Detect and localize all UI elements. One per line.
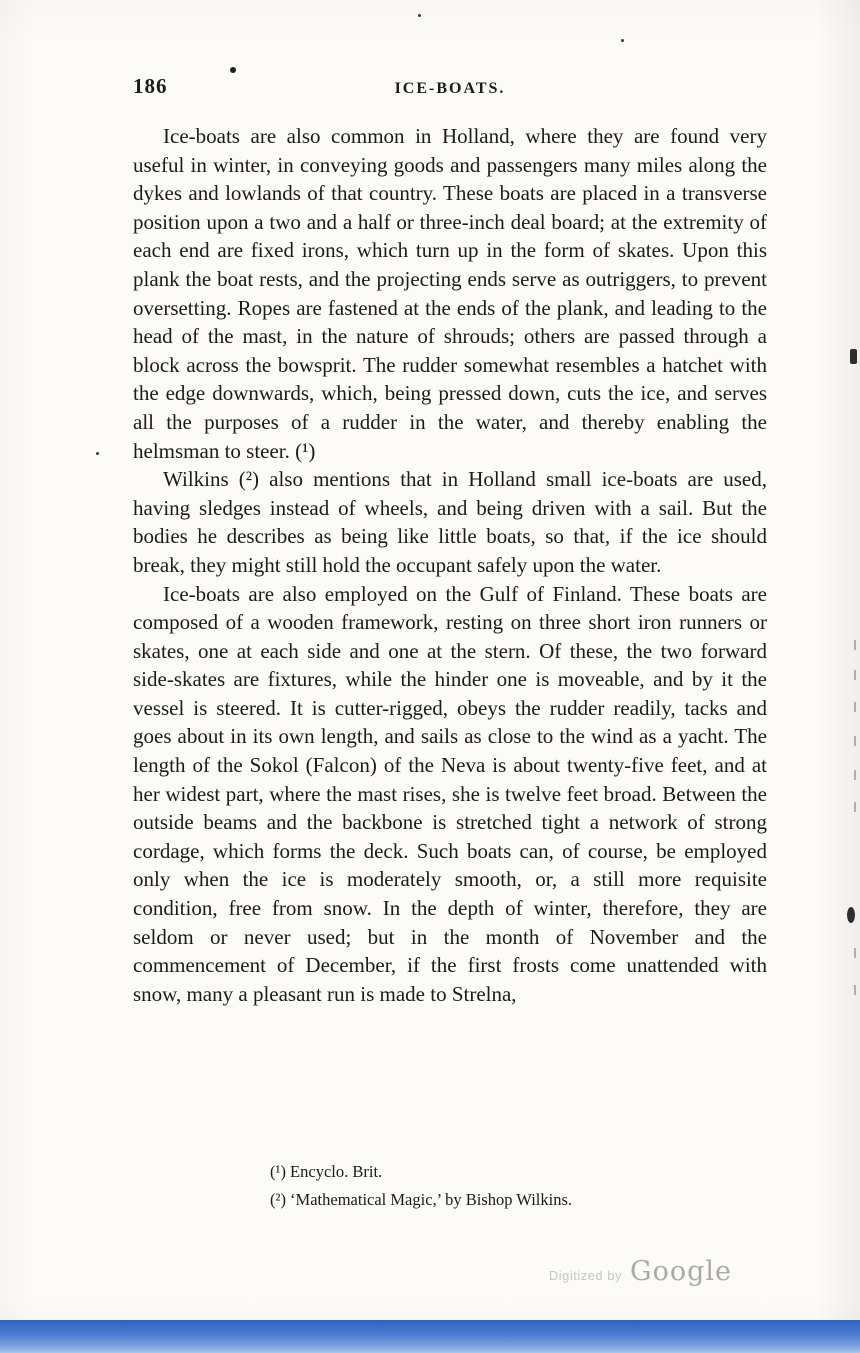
scan-edge-dash [854,948,856,958]
paragraph-holland: Ice-boats are also common in Holland, where they are found very useful in winter, in conveying goods and passengers many miles along the dykes and lowlands of that country. These boats are placed in a transverse position upon a two and a half or three-inch deal board; at the extremity of each end are fixed irons, which turn up in the form of skates. Upon this plank the boat rests, and the projecting ends serve as outriggers, to prevent oversetting. Ropes are fastened at the ends of the plank, and leading to the head of the mast, in the nature of shrouds; others are passed through a block across the bowsprit. The rudder somewhat resembles a hatchet with the edge downwards, which, being pressed down, cuts the ice, and serves all the purposes of a rudder in the water, and thereby enabling the helmsman to steer. (¹) [133,124,767,463]
scan-edge-dash [854,702,856,712]
google-books-watermark [549,1256,732,1287]
paragraph-wilkins: Wilkins (²) also mentions that in Holland small ice-boats are used, having sledges instead of wheels, and being driven with a sail. But the bodies he describes as being like little boats, so that, if the ice should break, they might still hold the occupant safely upon the water. [133,467,767,577]
footnotes [270,1158,572,1213]
scan-speck [96,452,99,455]
footnote-1: (¹) Encyclo. Brit. [270,1162,383,1181]
scan-speck [230,67,236,73]
page-number: 186 [133,74,168,98]
digitized-by-label: Digitized by [548,1268,623,1283]
scan-edge-mark [850,349,857,364]
footnote-2: (²) ‘Mathematical Magic,’ by Bishop Wilkins. [270,1189,572,1209]
scan-edge-dash [854,802,856,812]
scan-edge-dash [854,985,856,995]
scan-edge-dash [854,640,856,650]
running-title: ICE-BOATS. [394,80,506,97]
scan-speck [621,39,624,42]
scan-edge-dash [854,736,856,746]
scan-edge-dash [854,770,856,780]
google-books-bottom-bar [0,1320,860,1353]
scan-speck [418,14,421,17]
page-body-text [133,122,767,1008]
google-logo-text: Google [630,1256,732,1287]
scan-edge-mark [847,907,855,923]
paragraph-finland: Ice-boats are also employed on the Gulf of Finland. These boats are composed of a wooden framework, resting on three short iron runners or skates, one at each side and one at the stern. Of these, the two forward side-skates are fixtures, while the hinder one is moveable, and by it the vessel is steered. It is cutter-rigged, obeys the rudder readily, tacks and goes about in its own length, and sails as close to the wind as a yacht. The length of the Sokol (Falcon) of the Neva is about twenty-five feet, and at her widest part, where the mast rises, she is twelve feet broad. Between the outside beams and the backbone is stretched tight a network of strong cordage, which forms the deck. Such boats can, of course, be employed only when the ice is moderately smooth, or, a still more requisite condition, free from snow. In the depth of winter, therefore, they are seldom or never used; but in the month of November and the commencement of December, if the first frosts come unattended with snow, many a pleasant run is made to Strelna, [133,581,767,1006]
scan-edge-dash [854,670,856,680]
